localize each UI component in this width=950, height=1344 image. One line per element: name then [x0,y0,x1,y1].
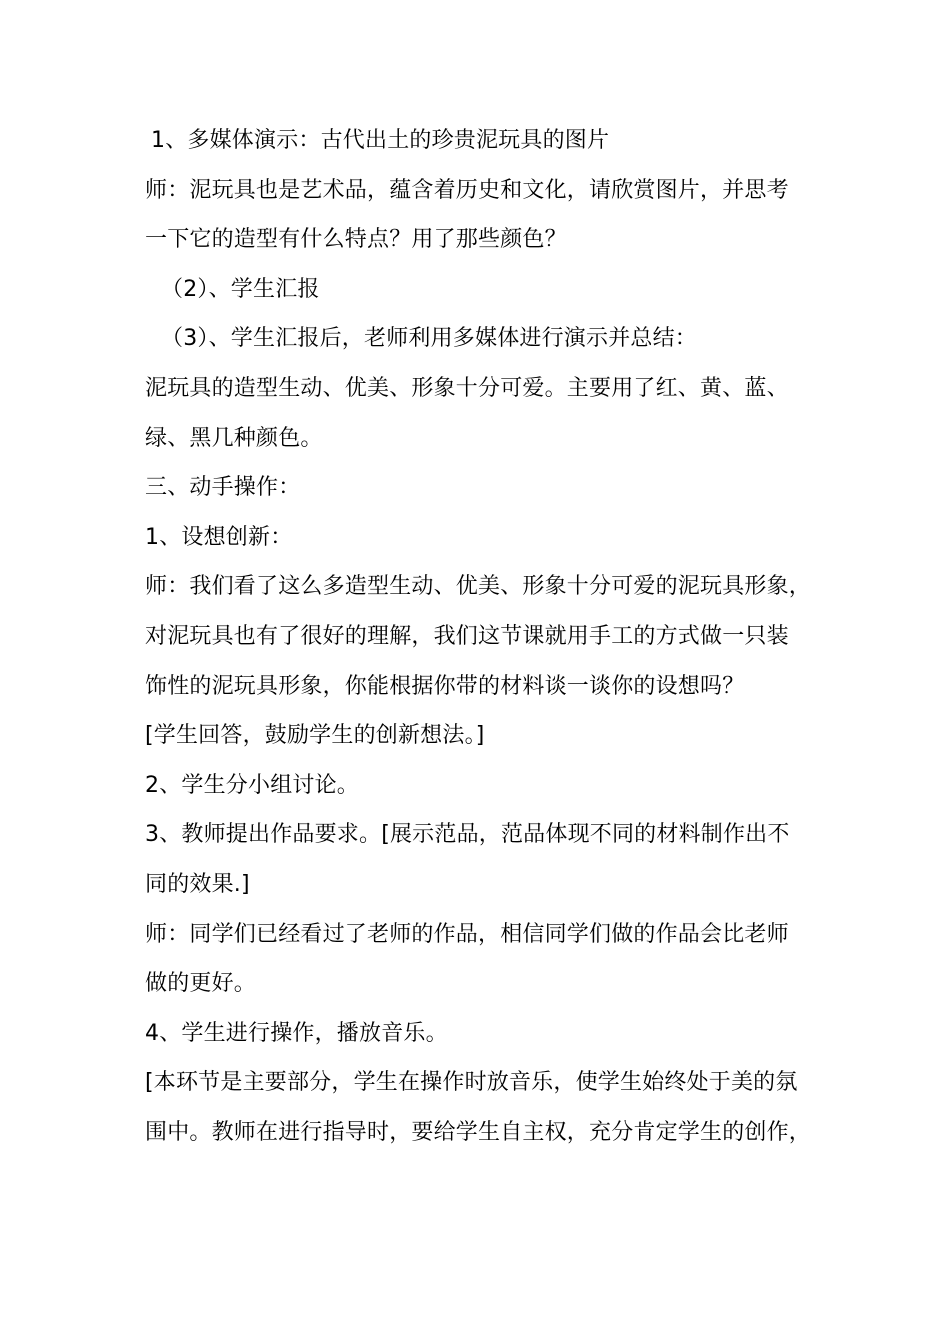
text-line: 绿、黑几种颜色。 [145,425,323,451]
text-line: 饰性的泥玩具形象，你能根据你带的材料谈一谈你的设想吗？ [145,673,745,699]
text-line: 同的效果.] [145,871,250,897]
text-line: （3）、学生汇报后，老师利用多媒体进行演示并总结： [161,326,697,352]
text-line: 师：我们看了这么多造型生动、优美、形象十分可爱的泥玩具形象， [145,574,812,600]
text-line: 围中。教师在进行指导时，要给学生自主权，充分肯定学生的创作， [145,1119,812,1145]
text-line: 2、学生分小组讨论。 [145,772,359,798]
section-heading: 三、动手操作： [145,475,301,501]
text-line: 做的更好。 [145,971,257,997]
text-line: 1、设想创新： [145,524,293,550]
text-line: [本环节是主要部分，学生在操作时放音乐，使学生始终处于美的氛 [145,1070,798,1096]
text-line: 3、教师提出作品要求。[展示范品，范品体现不同的材料制作出不 [145,822,790,848]
text-line: [学生回答，鼓励学生的创新想法。] [145,723,485,749]
text-line: （2）、学生汇报 [161,276,320,302]
text-line: 师：泥玩具也是艺术品，蕴含着历史和文化，请欣赏图片，并思考 [145,177,789,203]
text-line: 1、多媒体演示：古代出土的珍贵泥玩具的图片 [151,128,610,153]
text-line: 师：同学们已经看过了老师的作品，相信同学们做的作品会比老师 [145,921,789,947]
document-body [145,116,825,1157]
text-line: 4、学生进行操作，播放音乐。 [145,1020,448,1046]
text-line: 一下它的造型有什么特点？用了那些颜色？ [145,227,567,253]
text-line: 对泥玩具也有了很好的理解，我们这节课就用手工的方式做一只装 [145,623,789,649]
text-line: 泥玩具的造型生动、优美、形象十分可爱。主要用了红、黄、蓝、 [145,375,789,401]
